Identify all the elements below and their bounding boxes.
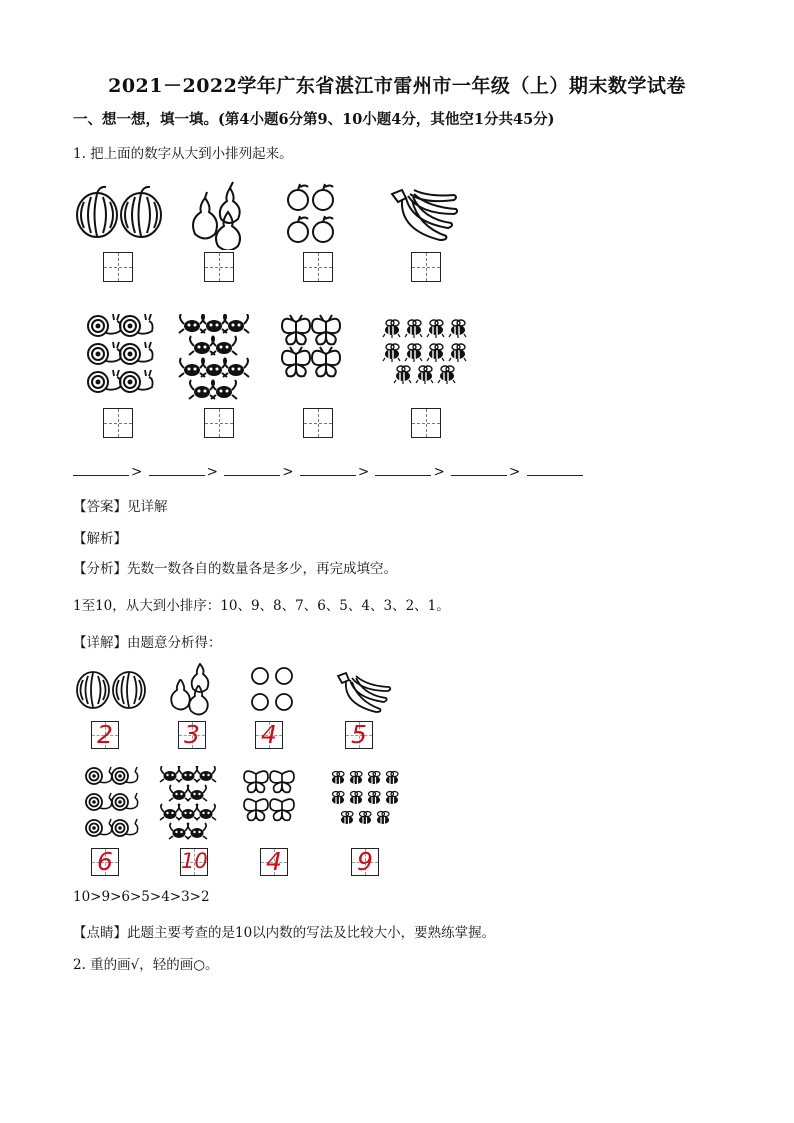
snail-icon (88, 314, 153, 392)
detail-animal-row (84, 766, 404, 848)
butterfly-icon (244, 771, 294, 820)
pear-icon (193, 182, 240, 250)
banana-icon (338, 673, 390, 712)
watermelon-icon (77, 187, 161, 237)
question-2-prompt: 2. 重的画√，轻的画○。 (73, 957, 219, 973)
answer-line: 【答案】见详解 (73, 499, 168, 515)
answer-box[interactable] (411, 408, 441, 438)
detail-line: 【详解】由题意分析得： (73, 635, 222, 651)
banana-icon (392, 190, 457, 240)
blank[interactable] (224, 461, 280, 476)
section-heading: 一、想一想，填一填。(第4小题6分第9、10小题4分，其他空1分共45分) (73, 111, 555, 128)
answer-box[interactable] (411, 252, 441, 282)
blank[interactable] (73, 461, 129, 476)
watermelon-icon (77, 672, 145, 708)
analysis-heading: 【解析】 (73, 531, 127, 547)
answer-box-filled: 5 (345, 721, 373, 749)
crab-icon (160, 766, 216, 839)
answer-box[interactable] (204, 252, 234, 282)
answer-box-filled: 2 (91, 721, 119, 749)
blank[interactable] (451, 461, 507, 476)
answer-box[interactable] (204, 408, 234, 438)
detail-fruit-row (72, 660, 392, 720)
question-animal-row (86, 314, 476, 404)
order-line: 1至10，从大到小排序：10、9、8、7、6、5、4、3、2、1。 (73, 598, 450, 614)
answer-box-filled: 4 (260, 848, 288, 876)
blank[interactable] (527, 461, 583, 476)
blank[interactable] (300, 461, 356, 476)
answer-box[interactable] (103, 252, 133, 282)
apple-icon (252, 668, 292, 710)
pear-icon (171, 664, 208, 715)
answer-box-filled: 9 (351, 848, 379, 876)
butterfly-icon (282, 315, 340, 376)
crab-icon (179, 314, 249, 399)
comment-line: 【点睛】此题主要考查的是10以内数的写法及比较大小，要熟练掌握。 (73, 925, 496, 941)
answer-box[interactable] (303, 252, 333, 282)
question-1-prompt: 1. 把上面的数字从大到小排列起来。 (73, 146, 293, 162)
bee-icon (383, 320, 466, 384)
answer-box-filled: 10 (180, 848, 208, 876)
ordering-blanks: > > > > > > (73, 461, 583, 480)
bee-icon (332, 772, 398, 825)
answer-box[interactable] (103, 408, 133, 438)
question-fruit-row (70, 180, 490, 250)
answer-box-filled: 6 (91, 848, 119, 876)
result-line: 10>9>6>5>4>3>2 (73, 889, 210, 905)
analysis-line: 【分析】先数一数各自的数量各是多少，再完成填空。 (73, 561, 397, 577)
snail-icon (86, 767, 138, 836)
answer-box[interactable] (303, 408, 333, 438)
blank[interactable] (375, 461, 431, 476)
blank[interactable] (149, 461, 205, 476)
answer-box-filled: 4 (255, 721, 283, 749)
answer-box-filled: 3 (178, 721, 206, 749)
page-title: 2021－2022学年广东省湛江市雷州市一年级（上）期末数学试卷 (108, 75, 686, 97)
apple-icon (288, 184, 333, 242)
